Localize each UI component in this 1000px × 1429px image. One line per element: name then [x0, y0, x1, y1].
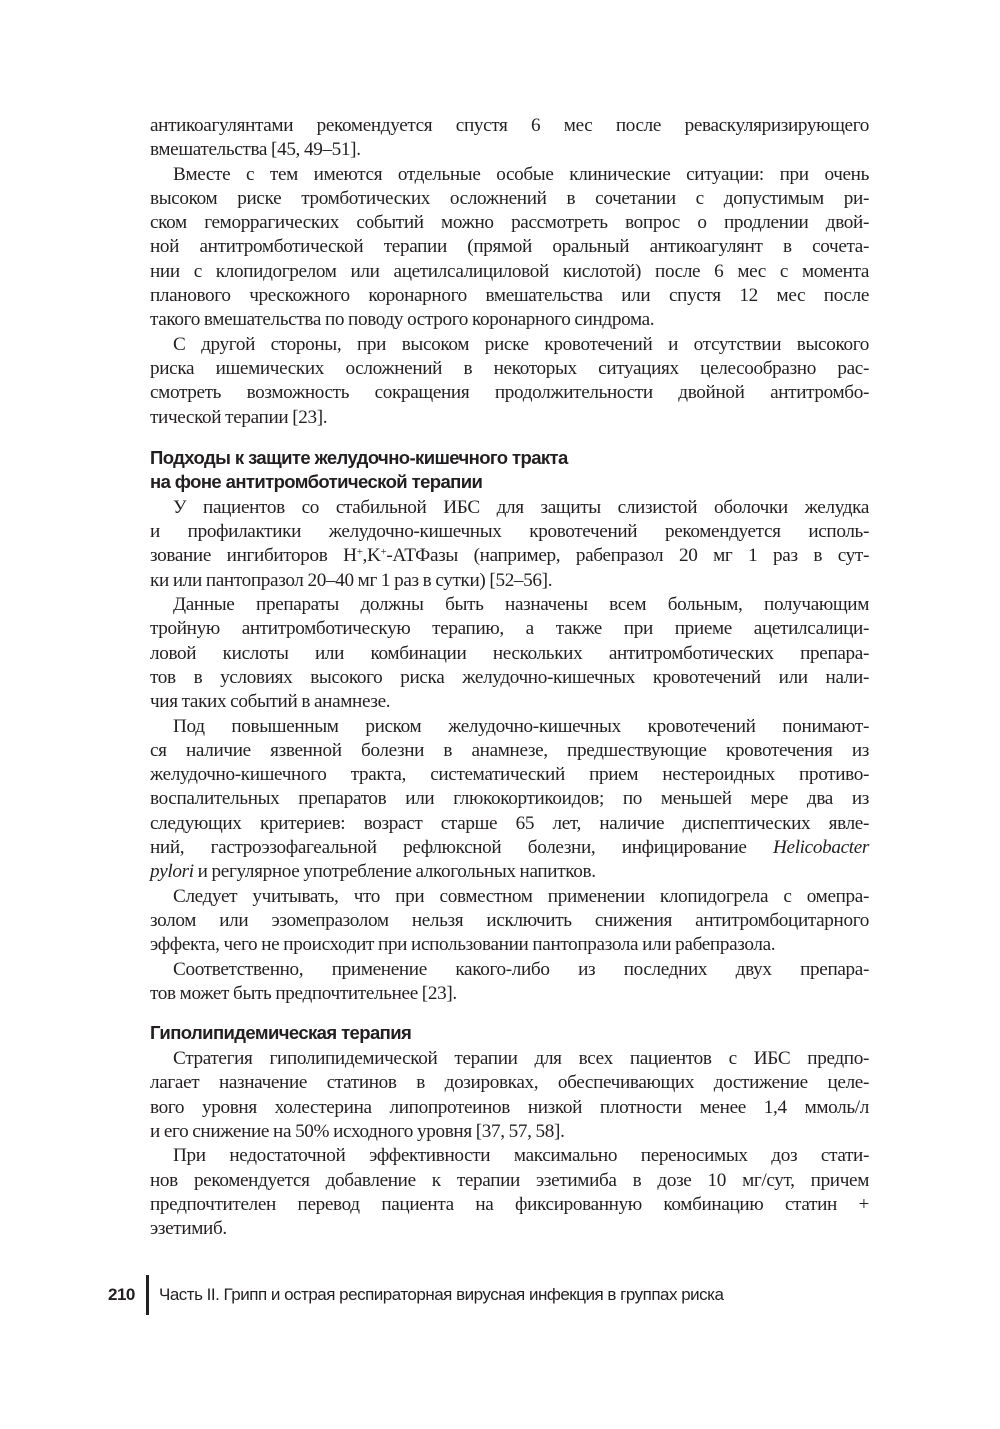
paragraph — [150, 1144, 869, 1241]
text-line: такого вмешательства по поводу острого коронарного синдрома. — [150, 309, 655, 331]
paragraph — [150, 163, 869, 333]
text-run: ний, гастроэзофагеальной рефлюксной болезни, инфицирование — [150, 837, 774, 859]
paragraph — [150, 1047, 869, 1144]
text-line — [150, 860, 869, 884]
text-line: вого уровня холестерина липопротеинов низкой плотности менее 1,4 ммоль/л — [150, 1096, 869, 1118]
superscript: + — [380, 546, 387, 559]
text-line: С другой стороны, при высоком риске кровотечений и отсутствии высокого — [173, 333, 869, 355]
text-line: ки или пантопразол 20–40 мг 1 раз в сутки) [52–56]. — [150, 569, 553, 591]
superscript: + — [356, 546, 363, 559]
text-line: эзетимиб. — [150, 1218, 227, 1240]
text-line: лагает назначение статинов в дозировках, обеспечивающих достижение целе- — [150, 1072, 869, 1094]
text-line: и профилактики желудочно-кишечных кровотечений рекомендуется исполь- — [150, 521, 869, 543]
text-line: воспалительных препаратов или глюкокортикоидов; по меньшей мере два из — [150, 788, 869, 810]
paragraph — [150, 333, 869, 430]
section-heading-gi-protection — [150, 446, 869, 494]
text-line: золом или эзомепразолом нельзя исключить снижения антитромбоцитарного — [150, 909, 869, 931]
text-line: желудочно-кишечного тракта, систематический прием нестероидных противо- — [150, 764, 869, 786]
page-number: 210 — [108, 1285, 135, 1304]
text-line: Данные препараты должны быть назначены всем больным, получающим — [173, 594, 869, 616]
page-footer — [108, 1275, 723, 1315]
paragraph — [150, 496, 869, 593]
heading-line: на фоне антитромботической терапии — [150, 470, 483, 492]
running-title: Часть II. Грипп и острая респираторная вирусная инфекция в группах риска — [159, 1285, 724, 1304]
text-line: высоком риске тромботических осложнений в сочетании с допустимым ри- — [150, 187, 869, 209]
text-line: У пациентов со стабильной ИБС для защиты слизистой оболочки желудка — [173, 496, 869, 518]
text-line: чия таких событий в анамнезе. — [150, 691, 391, 713]
text-line: антикоагулянтами рекомендуется спустя 6 мес после реваскуляризирующего — [150, 115, 869, 136]
text-run: -АТФазы (например, рабепразол 20 мг 1 раз в сут- — [386, 545, 869, 567]
text-line: Соответственно, применение какого-либо из последних двух препара- — [173, 958, 869, 980]
heading-line: Гиполипидемическая терапия — [150, 1022, 412, 1044]
text-run: зование ингибиторов H — [150, 545, 357, 567]
paragraph — [150, 958, 869, 1007]
text-line: предпочтителен перевод пациента на фиксированную комбинацию статин + — [150, 1193, 869, 1215]
text-run: и регулярное употребление алкогольных напитков. — [193, 861, 596, 883]
heading-line: Подходы к защите желудочно-кишечного тракта — [150, 446, 568, 468]
text-line: тов в условиях высокого риска желудочно-кишечных кровотечений или нали- — [150, 666, 869, 688]
text-line: ском геморрагических событий можно рассмотреть вопрос о продлении двой- — [150, 212, 869, 234]
italic-term: Helicobacter — [773, 837, 869, 859]
text-line: Вместе с тем имеются отдельные особые клинические ситуации: при очень — [173, 163, 869, 185]
paragraph — [150, 885, 869, 958]
text-line: риска ишемических осложнений в некоторых ситуациях целесообразно рас- — [150, 357, 869, 379]
text-line — [150, 544, 869, 568]
paragraph — [150, 715, 869, 885]
text-line: тройную антитромботическую терапию, а также при приеме ацетилсалици- — [150, 618, 869, 640]
paragraph — [150, 114, 869, 163]
text-line: следующих критериев: возраст старше 65 лет, наличие диспептических явле- — [150, 812, 869, 834]
text-line: смотреть возможность сокращения продолжительности двойной антитромбо- — [150, 382, 869, 404]
text-line: ся наличие язвенной болезни в анамнезе, предшествующие кровотечения из — [150, 739, 869, 761]
text-line: вмешательства [45, 49–51]. — [150, 139, 361, 161]
text-line: Стратегия гиполипидемической терапии для всех пациентов с ИБС предпо- — [173, 1048, 869, 1070]
page-body — [150, 114, 869, 1241]
text-line: нии с клопидогрелом или ацетилсалициловой кислотой) после 6 мес с момента — [150, 260, 869, 282]
section-heading-lipid-therapy — [150, 1021, 869, 1045]
text-run: ,K — [362, 545, 381, 567]
text-line — [150, 836, 869, 860]
text-line: Под повышенным риском желудочно-кишечных кровотечений понимают- — [173, 715, 869, 737]
text-line: ловой кислоты или комбинации нескольких антитромботических препара- — [150, 642, 869, 664]
text-line: ной антитромботической терапии (прямой оральный антикоагулянт в сочета- — [150, 236, 869, 258]
paragraph — [150, 593, 869, 714]
italic-term: pylori — [150, 861, 194, 883]
footer-divider — [146, 1275, 149, 1315]
text-line: тической терапии [23]. — [150, 406, 328, 428]
text-line: планового чрескожного коронарного вмешательства или спустя 12 мес после — [150, 285, 869, 307]
text-line: и его снижение на 50% исходного уровня [37, 57, 58]. — [150, 1120, 565, 1142]
text-line: тов может быть предпочтительнее [23]. — [150, 982, 457, 1004]
text-line: нов рекомендуется добавление к терапии эзетимиба в дозе 10 мг/сут, причем — [150, 1169, 869, 1191]
text-line: эффекта, чего не происходит при использовании пантопразола или рабепразола. — [150, 934, 776, 956]
text-line: Следует учитывать, что при совместном применении клопидогрела с омепра- — [173, 885, 869, 907]
text-line: При недостаточной эффективности максимально переносимых доз стати- — [173, 1145, 869, 1167]
